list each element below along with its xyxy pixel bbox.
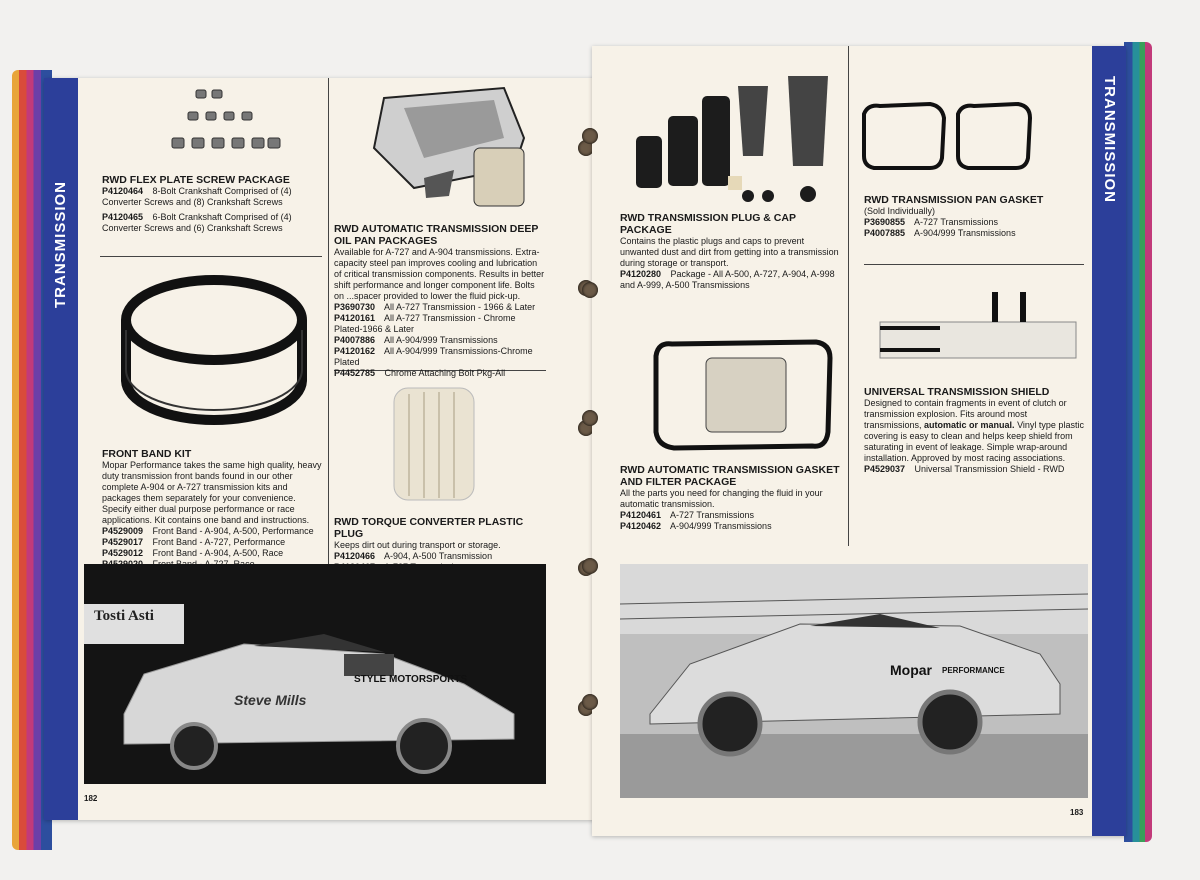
section-tab-right (1092, 46, 1126, 836)
binder-hole (582, 558, 598, 574)
product-description-emphasis: automatic or manual. (924, 420, 1015, 430)
page-stack-right (1124, 42, 1152, 842)
product-title: UNIVERSAL TRANSMISSION SHIELD (864, 386, 1050, 398)
binder-hole (582, 410, 598, 426)
torque-converter-plug-image (384, 378, 484, 508)
part-row: P4120462 A-904/999 Transmissions (620, 521, 772, 531)
product-description: All the parts you need for changing the fluid in your automatic transmission. (620, 488, 823, 509)
catalog-page-left (44, 78, 600, 820)
transmission-shield-image (874, 290, 1084, 364)
binder-hole (582, 694, 598, 710)
drag-car-photo-right (620, 564, 1088, 798)
section-tab-label: TRANSMISSION (1101, 76, 1118, 204)
plug-cap-package (620, 212, 840, 291)
part-row: P4007886 All A-904/999 Transmissions (334, 335, 498, 345)
part-row: P4120162 All A-904/999 Transmissions-Chrome Plated (334, 346, 533, 367)
deep-oil-pan-packages (334, 223, 546, 379)
front-band-kit (102, 448, 322, 570)
pan-gasket (864, 194, 1084, 239)
drag-car-photo-left (84, 564, 546, 784)
product-description: Mopar Performance takes the same high quality, heavy duty transmission front bands found in our other complete A-904 or A-727 transmission kits and packages them separately for your convenience. Specify either dual purpose performance or race applications. Kit contains one band and instructions. (102, 460, 322, 525)
product-title: RWD AUTOMATIC TRANSMISSION DEEP OIL PAN PACKAGES (334, 223, 539, 247)
banner-text: Tosti Asti (94, 608, 154, 624)
part-row: P3690730 All A-727 Transmission - 1966 & Later (334, 302, 536, 312)
product-title: RWD TRANSMISSION PAN GASKET (864, 194, 1044, 206)
product-note: (Sold Individually) (864, 206, 936, 216)
product-description: Vinyl type plastic covering is easy to clean and helps keep shield from saturating in event of leakage. Simple wrap-around installation. Approved by most racing associations. (864, 420, 1084, 463)
part-row: P4120280 Package - All A-500, A-727, A-904, A-998 and A-999, A-500 Transmissions (620, 269, 835, 290)
product-description: Keeps dirt out during transport or storage. (334, 540, 501, 550)
column-divider (328, 78, 329, 568)
product-description: Designed to contain fragments in event of clutch or transmission explosion. Fits around most transmissions, (864, 398, 1067, 430)
part-row: P4120466 A-904, A-500 Transmission (334, 551, 493, 561)
product-title: RWD TRANSMISSION PLUG & CAP PACKAGE (620, 212, 796, 236)
driver-name-decal: Steve Mills (234, 692, 307, 708)
part-row: P4120161 All A-727 Transmission - Chrome Plated-1966 & Later (334, 313, 516, 334)
product-title: RWD TORQUE CONVERTER PLASTIC PLUG (334, 516, 524, 540)
deep-oil-pan-image (354, 78, 534, 216)
product-title: RWD AUTOMATIC TRANSMISSION GASKET AND FILTER PACKAGE (620, 464, 840, 488)
part-row: P4529012 Front Band - A-904, A-500, Race (102, 548, 284, 558)
product-title: FRONT BAND KIT (102, 448, 192, 460)
front-band-image (114, 270, 314, 440)
sponsor-decal: STYLE MOTORSPORTS (354, 674, 468, 685)
plug-cap-package-image (628, 56, 838, 206)
page-number: 182 (84, 794, 98, 803)
section-divider (864, 264, 1084, 265)
part-row: P4529009 Front Band - A-904, A-500, Performance (102, 526, 314, 536)
sponsor-decal: PERFORMANCE (942, 666, 1005, 675)
part-row: P3690855 A-727 Transmissions (864, 217, 999, 227)
part-row: P4120461 A-727 Transmissions (620, 510, 755, 520)
section-tab-left (44, 78, 78, 820)
pan-gasket-image (858, 100, 1038, 176)
part-row: P4120465 6-Bolt Crankshaft Comprised of (4) Converter Screws and (6) Crankshaft Screws (102, 212, 292, 233)
product-description: Contains the plastic plugs and caps to prevent unwanted dust and dirt from getting into a transmission during storage or transport. (620, 236, 839, 268)
part-row: P4529017 Front Band - A-727, Performance (102, 537, 286, 547)
product-title: RWD FLEX PLATE SCREW PACKAGE (102, 174, 290, 186)
section-divider (100, 256, 322, 257)
part-row: P4452785 Chrome Attaching Bolt Pkg-All (334, 368, 506, 378)
flex-plate-package (102, 174, 320, 234)
catalog-page-right (592, 46, 1126, 836)
page-number: 183 (1070, 808, 1084, 817)
sponsor-decal: Mopar (890, 662, 932, 678)
product-description: Available for A-727 and A-904 transmissions. Extra-capacity steel pan improves cooling and lubrication of critical transmission components. Results in better shift performance and longer component life. Bolts on ...spacer provided to lower the fluid pick-up. (334, 247, 545, 301)
column-divider (848, 46, 849, 546)
part-row: P4007885 A-904/999 Transmissions (864, 228, 1016, 238)
universal-transmission-shield (864, 386, 1084, 475)
part-row: P4529037 Universal Transmission Shield - RWD (864, 464, 1065, 474)
gasket-filter-image (646, 336, 836, 456)
gasket-filter-package (620, 464, 840, 532)
part-row: P4120464 8-Bolt Crankshaft Comprised of (4) Converter Screws and (8) Crankshaft Screws (102, 186, 292, 207)
binder-hole (582, 282, 598, 298)
binder-hole (582, 128, 598, 144)
section-tab-label: TRANSMISSION (52, 180, 69, 308)
flex-plate-screws-image (154, 86, 284, 168)
